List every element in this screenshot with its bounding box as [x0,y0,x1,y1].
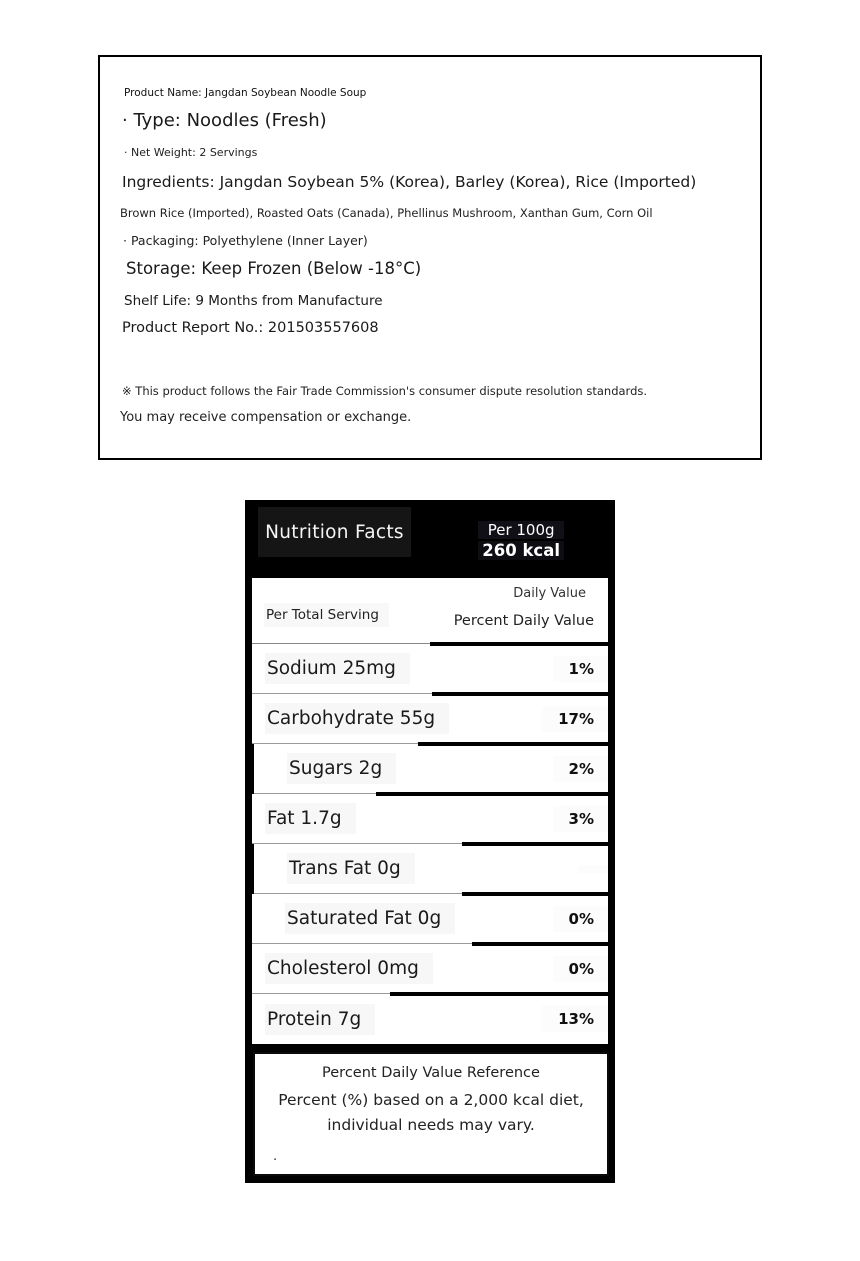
nutrition-facts-title: Nutrition Facts [258,507,411,557]
nutrient-label: Sodium 25mg [265,653,410,684]
nutrient-label: Cholesterol 0mg [265,953,433,984]
serving-basis-block [478,521,564,560]
ingredients-continued: Brown Rice (Imported), Roasted Oats (Canada), Phellinus Mushroom, Xanthan Gum, Corn Oil [120,206,653,220]
column-header-serving: Per Total Serving [264,603,389,627]
net-weight-line: · Net Weight: 2 Servings [124,146,258,159]
nutrition-facts-panel [245,500,615,1183]
reference-line-1: Percent (%) based on a 2,000 kcal diet, [278,1091,584,1109]
storage-line: Storage: Keep Frozen (Below -18°C) [126,259,422,278]
nutrition-table [252,578,608,1044]
table-row-saturated-fat [252,894,608,944]
product-info-box [98,55,762,460]
nutrient-label: Trans Fat 0g [287,853,415,884]
reference-line-2: individual needs may vary. [327,1116,535,1134]
report-number-line: Product Report No.: 201503557608 [122,320,379,336]
shelf-life-line: Shelf Life: 9 Months from Manufacture [124,293,383,309]
nutrient-label: Saturated Fat 0g [285,903,455,934]
reference-note-dot: . [273,1149,278,1164]
nutrient-percent [578,865,608,873]
nutrient-percent: 0% [553,906,608,932]
fair-trade-notice: ※ This product follows the Fair Trade Commission's consumer dispute resolution standards. [122,384,648,398]
nutrient-percent: 13% [542,1006,608,1032]
column-header-percent-dv: Percent Daily Value [453,613,594,629]
product-name-line: Product Name: Jangdan Soybean Noodle Soup [124,87,367,99]
table-header-row [252,578,608,644]
nutrient-label: Carbohydrate 55g [265,703,449,734]
compensation-notice: You may receive compensation or exchange. [120,410,412,425]
table-row-sugars [254,744,608,794]
nutrient-label: Sugars 2g [287,753,396,784]
packaging-line: · Packaging: Polyethylene (Inner Layer) [123,233,368,248]
nutrient-rows [252,644,608,1044]
nutrient-percent: 3% [553,806,608,832]
table-row-protein [252,994,608,1044]
product-type-line: · Type: Noodles (Fresh) [122,110,327,131]
table-row-cholesterol [252,944,608,994]
calories-value: 260 kcal [478,541,564,560]
nutrient-percent: 2% [553,756,608,782]
daily-value-reference-box [253,1052,609,1176]
nutrient-label: Protein 7g [265,1004,375,1035]
nutrient-label: Fat 1.7g [265,803,356,834]
table-row-sodium [252,644,608,694]
nutrition-header [245,500,615,578]
nutrient-percent: 0% [553,956,608,982]
table-row-carbohydrate [252,694,608,744]
per-basis-label: Per 100g [478,521,564,539]
nutrient-percent: 1% [553,656,608,682]
table-row-fat [252,794,608,844]
column-header-daily-value: Daily Value [513,586,586,601]
table-row-trans-fat [254,844,608,894]
nutrient-percent: 17% [542,706,608,732]
reference-title: Percent Daily Value Reference [322,1065,540,1081]
ingredients-line: Ingredients: Jangdan Soybean 5% (Korea), Barley (Korea), Rice (Imported) [122,173,697,191]
